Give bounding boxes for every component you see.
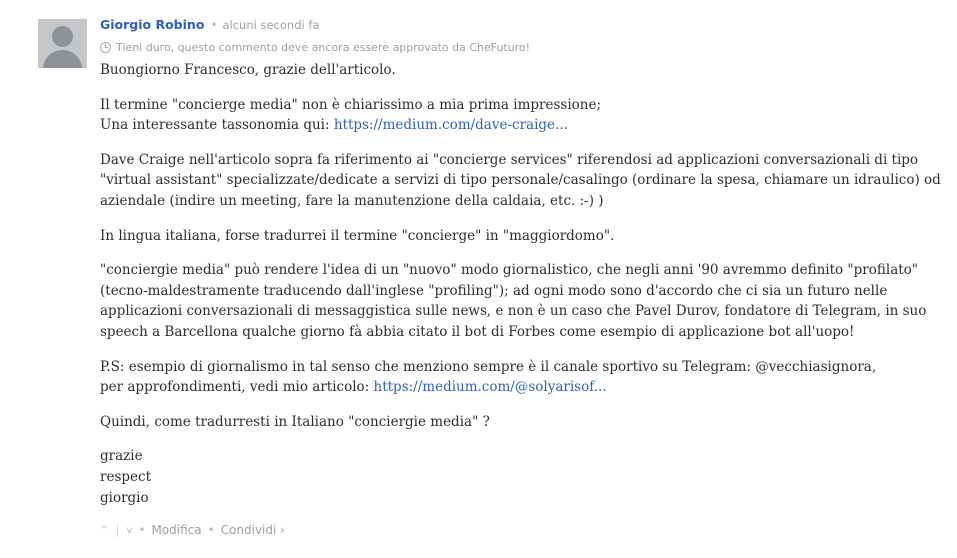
downvote-icon[interactable]: v — [126, 524, 133, 536]
medium-link[interactable]: https://medium.com/dave-craige... — [333, 117, 568, 134]
paragraph — [100, 446, 940, 508]
paragraph-text: respect — [100, 468, 151, 485]
bullet-separator: • — [207, 523, 215, 537]
paragraph — [100, 357, 940, 398]
edit-button[interactable]: Modifica — [151, 523, 202, 537]
paragraph-text: Una interessante tassonomia qui: — [100, 117, 334, 134]
pending-approval-text: Tieni duro, questo commento deve ancora essere approvato da CheFuturo! — [116, 41, 531, 54]
paragraph — [100, 95, 940, 136]
paragraph-text: grazie — [100, 448, 143, 465]
upvote-icon[interactable]: ^ — [100, 524, 109, 536]
comment-body — [100, 60, 940, 522]
bullet-separator: • — [138, 523, 146, 537]
paragraph — [100, 60, 940, 81]
medium-article-link[interactable]: https://medium.com/@solyarisof... — [373, 379, 607, 396]
paragraph-text: In lingua italiana, forse tradurrei il termine "concierge" in "maggiordomo". — [100, 227, 615, 244]
clock-icon — [100, 42, 111, 53]
pending-approval-notice — [100, 41, 530, 54]
paragraph-text: Quindi, come tradurresti in Italiano "conciergie media" ? — [100, 413, 490, 430]
paragraph-text: aziendale (indire un meeting, fare la manutenzione della caldaia, etc. :-) ) — [100, 192, 604, 209]
paragraph-text: Buongiorno Francesco, grazie dell'articolo. — [100, 62, 396, 78]
author-name[interactable]: Giorgio Robino — [100, 17, 205, 32]
paragraph-text: giorgio — [100, 489, 149, 506]
paragraph-text: "conciergie media" può rendere l'idea di un "nuovo" modo giornalistico, che negli anni '90 avremmo definito "profilato" — [100, 262, 919, 279]
paragraph — [100, 260, 940, 342]
paragraph — [100, 412, 940, 433]
paragraph — [100, 226, 940, 247]
avatar[interactable] — [38, 19, 87, 68]
paragraph-text: "virtual assistant" specializzate/dedicate a servizi di tipo personale/casalingo (ordinare la spesa, chiamare un idraulico) od — [100, 172, 941, 189]
paragraph-text: per approfondimenti, vedi mio articolo: — [100, 379, 374, 396]
paragraph-text: Dave Craige nell'articolo sopra fa riferimento ai "concierge services" riferendosi ad applicazioni conversazionali di tipo — [100, 151, 919, 168]
paragraph-text: Il termine "concierge media" non è chiarissimo a mia prima impressione; — [100, 96, 602, 113]
comment-header — [100, 17, 319, 32]
paragraph-text: P.S: esempio di giornalismo in tal senso che menziono sempre è il canale sportivo su Telegram: @vecchiasignora, — [100, 358, 877, 375]
vote-divider: | — [115, 523, 120, 537]
share-button[interactable]: Condividi › — [220, 523, 285, 537]
comment-timestamp[interactable]: alcuni secondi fa — [222, 18, 320, 32]
avatar-head-shape — [52, 26, 73, 47]
paragraph-text: speech a Barcellona qualche giorno fà abbia citato il bot di Forbes come esempio di applicazione bot all'uopo! — [100, 323, 855, 340]
bullet-separator: • — [210, 18, 218, 32]
comment-footer — [100, 523, 285, 537]
paragraph-text: applicazioni conversazionali di messaggistica sulle news, e non è un caso che Pavel Durov, fondatore di Telegram, in suo — [100, 303, 927, 320]
paragraph-text: (tecno-maldestramente traducendo dall'inglese "profiling"); ad ogni modo sono d'accordo che ci sia un futuro nelle — [100, 282, 888, 299]
paragraph — [100, 150, 940, 212]
avatar-body-shape — [43, 50, 82, 68]
